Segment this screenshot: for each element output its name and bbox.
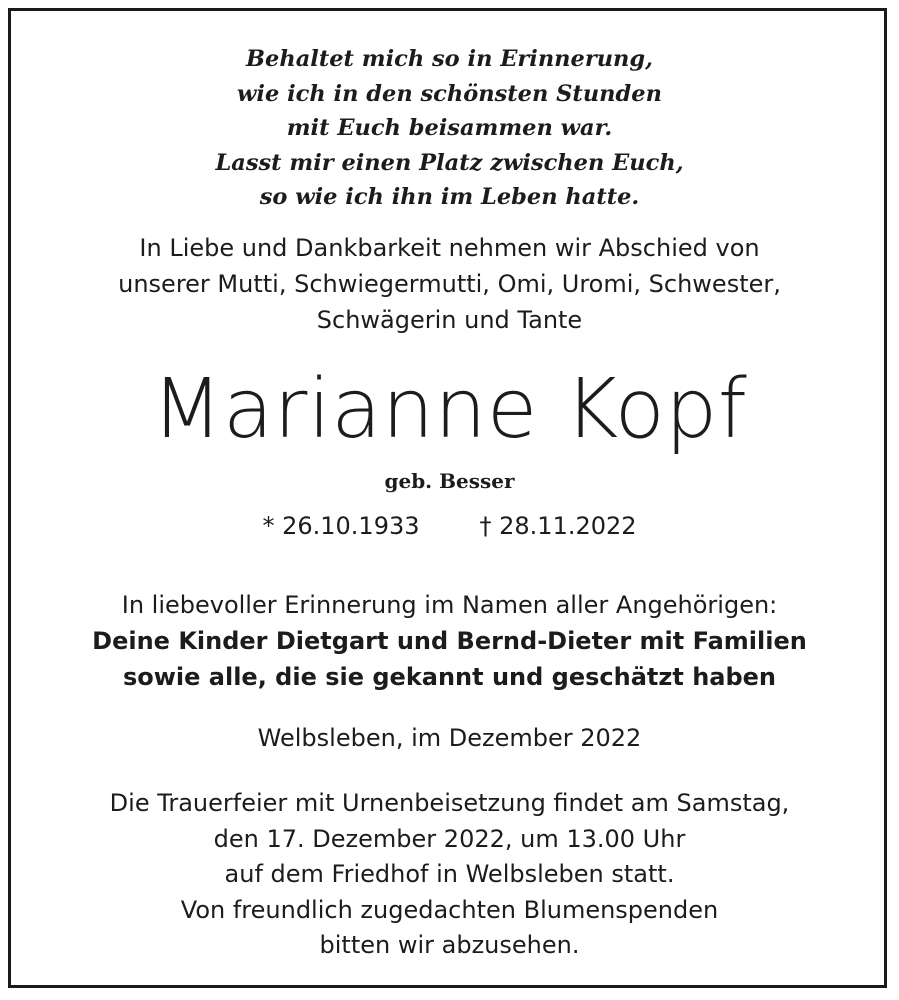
mourners-intro: In liebevoller Erinnerung im Namen aller Angehörigen: — [121, 591, 778, 619]
poem-line: mit Euch beisammen war. — [286, 115, 613, 141]
poem-line: Behaltet mich so in Erinnerung, — [246, 46, 653, 72]
place-date: Welbsleben, im Dezember 2022 — [257, 724, 642, 752]
service-line: bitten wir abzusehen. — [319, 931, 580, 959]
service-line: auf dem Friedhof in Welbsleben statt. — [224, 860, 675, 888]
service-line: Von freundlich zugedachten Blumenspenden — [180, 895, 719, 924]
birth-date: * 26.10.1933 — [262, 512, 420, 540]
intro-line: unserer Mutti, Schwiegermutti, Omi, Uromi, Schwester, — [118, 270, 781, 298]
poem-line: so wie ich ihn im Leben hatte. — [259, 184, 640, 210]
mourners-block — [0, 587, 899, 695]
service-line: den 17. Dezember 2022, um 13.00 Uhr — [213, 824, 686, 853]
mourners-line: sowie alle, die sie gekannt und geschätzt haben — [122, 663, 777, 691]
death-date: † 28.11.2022 — [479, 512, 637, 540]
deceased-name: Marianne Kopf — [151, 362, 748, 457]
farewell-intro — [0, 230, 899, 338]
intro-line: In Liebe und Dankbarkeit nehmen wir Abschied von — [139, 234, 760, 262]
poem-line: wie ich in den schönsten Stunden — [237, 80, 662, 107]
birth-name: geb. Besser — [384, 469, 515, 493]
life-dates — [0, 508, 899, 544]
memorial-poem — [0, 42, 899, 215]
service-info — [0, 786, 899, 964]
intro-line: Schwägerin und Tante — [316, 306, 583, 334]
poem-line: Lasst mir einen Platz zwischen Euch, — [215, 149, 684, 176]
service-line: Die Trauerfeier mit Urnenbeisetzung findet am Samstag, — [109, 789, 790, 817]
mourners-line: Deine Kinder Dietgart und Bernd-Dieter mit Familien — [92, 627, 807, 655]
